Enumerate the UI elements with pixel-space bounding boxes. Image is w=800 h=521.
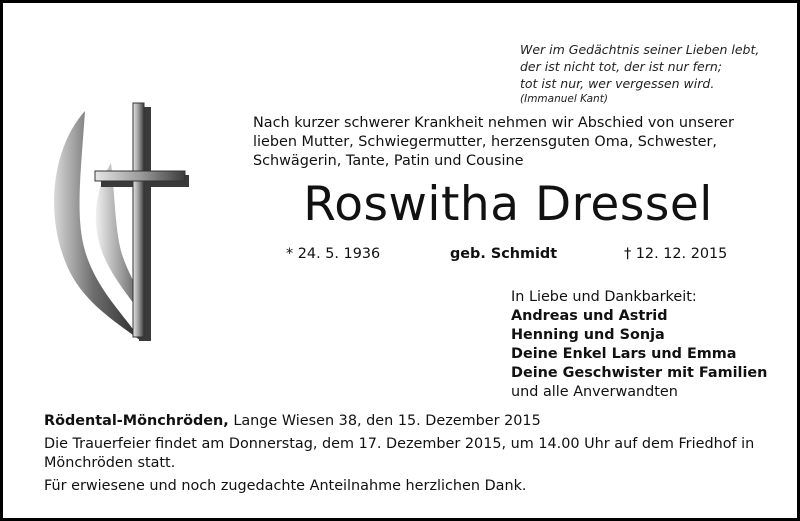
quote-source: (Immanuel Kant) [520, 93, 608, 105]
mourner-name: Henning und Sonja [511, 327, 665, 343]
death-date: † 12. 12. 2015 [624, 246, 728, 262]
quote-line: tot ist nur, wer vergessen wird. [520, 76, 715, 91]
intro-line: Nach kurzer schwerer Krankheit nehmen wir Abschied von unserer [253, 115, 734, 131]
intro-text [253, 114, 763, 171]
footer-info [44, 412, 764, 496]
address-date: Lange Wiesen 38, den 15. Dezember 2015 [228, 413, 541, 429]
mourner-name: Deine Enkel Lars und Emma [511, 346, 737, 362]
mourners-closing: und alle Anverwandten [511, 384, 678, 400]
intro-line: lieben Mutter, Schwiegermutter, herzensguten Oma, Schwester, [253, 134, 718, 150]
mourners-list [511, 288, 791, 402]
intro-line: Schwägerin, Tante, Patin und Cousine [253, 153, 524, 169]
cross-flame-icon [45, 101, 195, 351]
service-line: Mönchröden statt. [44, 455, 176, 471]
birth-date: * 24. 5. 1936 [286, 246, 381, 262]
location: Rödental-Mönchröden, [44, 413, 229, 429]
mourner-name: Andreas und Astrid [511, 308, 668, 324]
service-line: Die Trauerfeier findet am Donnerstag, dem 17. Dezember 2015, um 14.00 Uhr auf dem Friedhof in [44, 436, 755, 452]
location-line [44, 412, 764, 431]
quote-line: Wer im Gedächtnis seiner Lieben lebt, [520, 42, 760, 57]
maiden-name: geb. Schmidt [450, 246, 558, 262]
mourner-name: Deine Geschwister mit Familien [511, 365, 768, 381]
thanks-line: Für erwiesene und noch zugedachte Anteilnahme herzlichen Dank. [44, 478, 527, 494]
quote-line: der ist nicht tot, der ist nur fern; [520, 59, 722, 74]
deceased-name: Roswitha Dressel [303, 177, 713, 232]
memorial-quote [520, 41, 790, 107]
mourners-heading: In Liebe und Dankbarkeit: [511, 289, 697, 305]
